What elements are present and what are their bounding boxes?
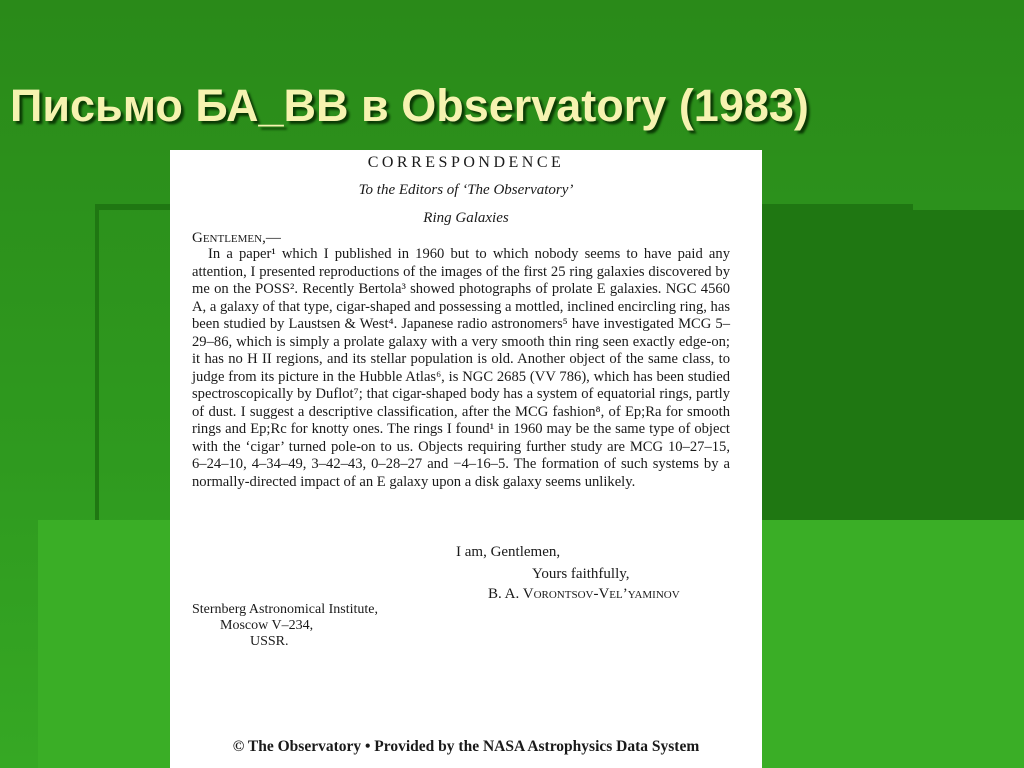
signature: B. A. Vorontsov-Vel’yaminov — [488, 586, 680, 602]
address-country: USSR. — [250, 634, 289, 649]
slide-title: Письмо БА_ВВ в Observatory (1983) — [10, 80, 809, 131]
scanned-letter — [170, 150, 762, 768]
background-panel-lower-right — [762, 520, 1024, 768]
salutation: Gentlemen,— — [192, 230, 281, 246]
closing-line: I am, Gentlemen, — [456, 544, 561, 560]
background-band-left — [95, 204, 99, 520]
closing-valediction: Yours faithfully, — [532, 566, 630, 582]
copyright-footer: © The Observatory • Provided by the NASA Astrophysics Data System — [232, 738, 700, 755]
letter-body: In a paper¹ which I published in 1960 but to which nobody seems to have paid any attention, I presented reproductions of the images of the first 25 ring galaxies discovered by me on the POSS². Recently Bertola³ showed photographs of prolate E galaxies. NGC 4560 A, a galaxy of that type, cigar-shaped and possessing a mottled, inclined encircling ring, has been studied by Laustsen & West⁴. Japanese radio astronomers⁵ have investigated MCG 5–29–86, which is simply a prolate galaxy with a very smooth thin ring seen exactly edge-on; it has no H II regions, and its stellar population is old. Another object of the same class, to judge from its picture in the Hubble Atlas⁶, is NGC 2685 (VV 786), which has been studied spectroscopically by Duflot⁷; that cigar-shaped body has a system of equatorial rings, partly of dust. I suggest a descriptive classification, after the MCG fashion⁸, of Ep;Ra for smooth rings and Ep;Rc for knotty ones. The rings I found¹ in 1960 may be the same type of object with the ‘cigar’ turned pole-on to us. Objects requiring further study are MCG 10–27–15, 6–24–10, 4–34–49, 3–42–43, 0–28–27 and −4–16–5. The formation of such systems by a normally-directed impact of an E galaxy upon a disk galaxy seems unlikely. — [192, 246, 730, 490]
background-panel-lower-left — [38, 520, 170, 768]
address-city: Moscow V–234, — [220, 618, 314, 633]
background-band-right — [762, 210, 1024, 520]
address-institute: Sternberg Astronomical Institute, — [192, 602, 378, 617]
section-heading: CORRESPONDENCE — [367, 154, 565, 171]
addressee-line: To the Editors of ‘The Observatory’ — [358, 182, 574, 198]
letter-subject: Ring Galaxies — [423, 210, 509, 226]
